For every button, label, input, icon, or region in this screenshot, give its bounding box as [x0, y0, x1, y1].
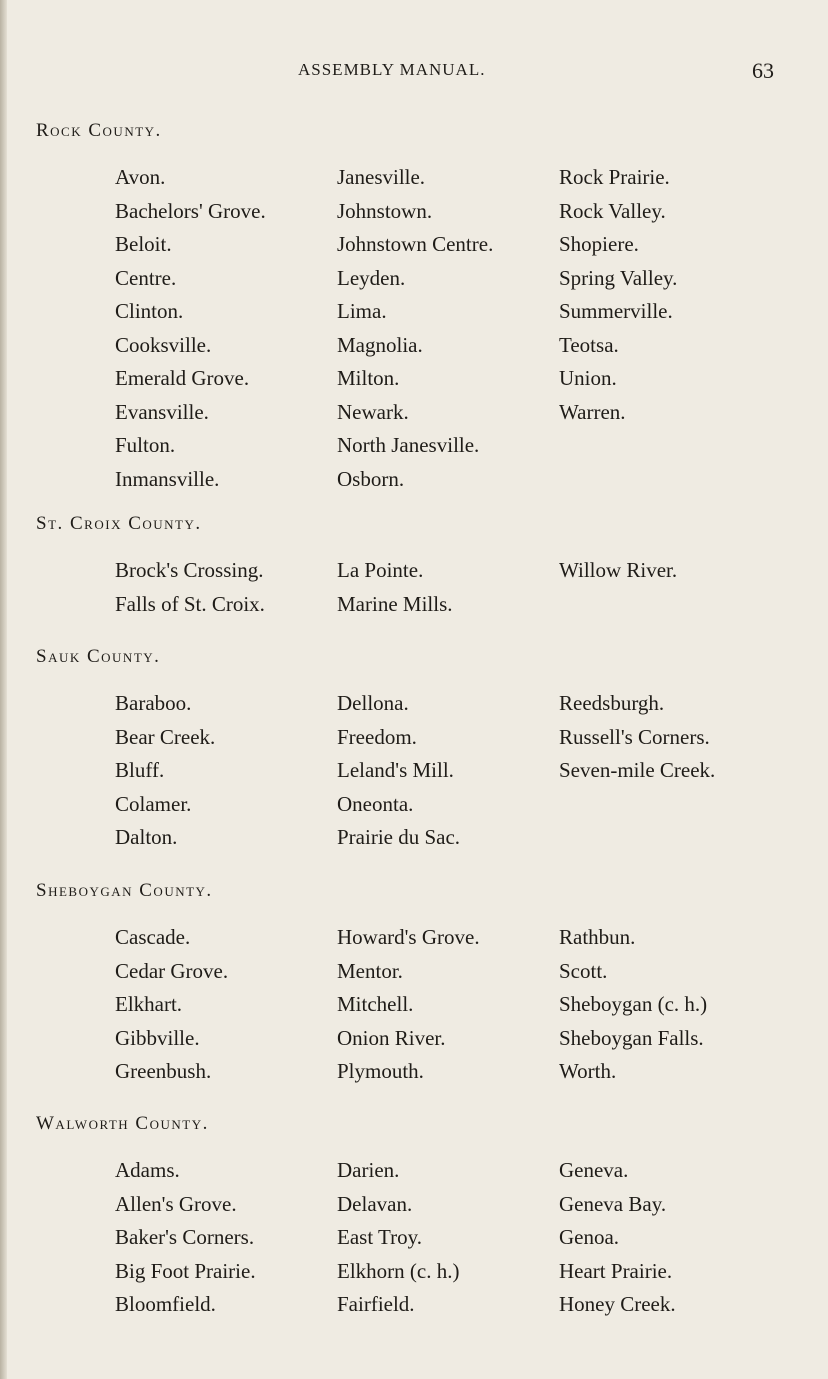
place-name: Summerville.	[559, 299, 673, 323]
place-rows	[36, 921, 816, 1089]
county-section-st-croix	[36, 509, 816, 621]
place-name: Howard's Grove.	[337, 925, 480, 949]
place-row	[36, 1022, 816, 1056]
place-row	[36, 1288, 816, 1322]
county-section-walworth	[36, 1109, 816, 1322]
place-name: Russell's Corners.	[559, 724, 710, 749]
place-name: Mentor.	[337, 958, 403, 983]
place-row	[36, 396, 816, 430]
place-name: Centre.	[115, 265, 177, 290]
place-row	[36, 788, 816, 822]
place-name: Osborn.	[337, 466, 405, 491]
place-name: Milton.	[337, 366, 400, 390]
place-name: Seven-mile Creek.	[559, 758, 716, 782]
place-name: Reedsburgh.	[559, 691, 665, 715]
place-name: Scott.	[559, 958, 608, 983]
place-name: Oneonta.	[337, 791, 414, 816]
place-name: Onion River.	[337, 1025, 446, 1050]
place-name: Warren.	[559, 399, 626, 424]
place-row	[36, 295, 816, 329]
place-row	[36, 687, 816, 721]
book-spine-edge	[0, 0, 7, 1379]
place-name: Honey Creek.	[559, 1292, 676, 1316]
place-name: Emerald Grove.	[115, 366, 250, 390]
place-row	[36, 955, 816, 989]
place-name: Leyden.	[337, 265, 406, 290]
county-heading: Sauk County.	[36, 646, 161, 667]
place-name: Johnstown Centre.	[337, 232, 494, 256]
place-name: Newark.	[337, 399, 409, 424]
place-name: Bluff.	[115, 758, 165, 782]
place-name: Dalton.	[115, 825, 178, 849]
page-header	[0, 58, 828, 86]
place-name: Prairie du Sac.	[337, 825, 461, 849]
place-name: Beloit.	[115, 232, 172, 256]
place-name: Fairfield.	[337, 1292, 415, 1316]
county-section-sheboygan	[36, 876, 816, 1089]
place-name: Avon.	[115, 165, 166, 189]
place-name: Freedom.	[337, 724, 417, 749]
place-row	[36, 721, 816, 755]
place-name: Bloomfield.	[115, 1292, 216, 1316]
place-name: Leland's Mill.	[337, 758, 454, 782]
place-rows	[36, 687, 816, 855]
place-row	[36, 262, 816, 296]
place-name: Elkhart.	[115, 992, 183, 1016]
place-row	[36, 921, 816, 955]
place-row	[36, 588, 816, 622]
place-name: Union.	[559, 366, 617, 390]
place-name: Bear Creek.	[115, 724, 216, 749]
place-rows	[36, 161, 816, 496]
place-name: Lima.	[337, 299, 387, 323]
place-row	[36, 362, 816, 396]
place-name: East Troy.	[337, 1225, 422, 1249]
place-row	[36, 1188, 816, 1222]
place-name: Sheboygan Falls.	[559, 1025, 704, 1050]
place-name: Rathbun.	[559, 925, 636, 949]
place-row	[36, 1055, 816, 1089]
place-name: Allen's Grove.	[115, 1191, 237, 1216]
place-name: Gibbville.	[115, 1025, 200, 1050]
place-row	[36, 463, 816, 497]
place-name: Elkhorn (c. h.)	[337, 1258, 460, 1283]
place-name: Shopiere.	[559, 232, 639, 256]
place-name: Cedar Grove.	[115, 958, 229, 983]
place-row	[36, 754, 816, 788]
place-name: Genoa.	[559, 1225, 620, 1249]
county-heading: Sheboygan County.	[36, 880, 213, 901]
place-name: Inmansville.	[115, 466, 220, 491]
place-name: Geneva Bay.	[559, 1191, 667, 1216]
place-row	[36, 1154, 816, 1188]
place-name: Falls of St. Croix.	[115, 591, 265, 616]
place-name: Sheboygan (c. h.)	[559, 992, 708, 1016]
place-name: Johnstown.	[337, 198, 433, 223]
place-name: Spring Valley.	[559, 265, 678, 290]
place-row	[36, 195, 816, 229]
page-number: 63	[752, 58, 774, 83]
running-title: ASSEMBLY MANUAL.	[298, 60, 486, 79]
county-section-rock	[36, 116, 816, 496]
place-name: La Pointe.	[337, 558, 424, 582]
place-name: Plymouth.	[337, 1059, 424, 1083]
place-row	[36, 429, 816, 463]
place-name: Mitchell.	[337, 992, 414, 1016]
county-heading: St. Croix County.	[36, 513, 202, 534]
place-name: Teotsa.	[559, 332, 619, 357]
place-name: Fulton.	[115, 433, 176, 457]
place-name: Rock Prairie.	[559, 165, 670, 189]
place-name: Colamer.	[115, 791, 192, 816]
place-name: Rock Valley.	[559, 198, 666, 223]
place-name: Clinton.	[115, 299, 184, 323]
place-row	[36, 329, 816, 363]
place-row	[36, 1221, 816, 1255]
place-name: Big Foot Prairie.	[115, 1258, 256, 1283]
place-row	[36, 821, 816, 855]
place-row	[36, 988, 816, 1022]
place-name: North Janesville.	[337, 433, 480, 457]
place-row	[36, 228, 816, 262]
county-section-sauk	[36, 642, 816, 855]
place-name: Baraboo.	[115, 691, 192, 715]
place-name: Cooksville.	[115, 332, 212, 357]
place-row	[36, 1255, 816, 1289]
place-name: Heart Prairie.	[559, 1258, 673, 1283]
place-name: Evansville.	[115, 399, 209, 424]
place-name: Willow River.	[559, 558, 678, 582]
place-row	[36, 161, 816, 195]
place-name: Greenbush.	[115, 1059, 212, 1083]
place-rows	[36, 1154, 816, 1322]
place-name: Adams.	[115, 1158, 180, 1182]
place-name: Baker's Corners.	[115, 1225, 255, 1249]
place-name: Brock's Crossing.	[115, 558, 264, 582]
place-name: Geneva.	[559, 1158, 629, 1182]
place-name: Marine Mills.	[337, 591, 453, 616]
place-name: Darien.	[337, 1158, 400, 1182]
place-name: Magnolia.	[337, 332, 423, 357]
place-name: Delavan.	[337, 1191, 413, 1216]
place-rows	[36, 554, 816, 621]
place-row	[36, 554, 816, 588]
place-name: Dellona.	[337, 691, 409, 715]
place-name: Bachelors' Grove.	[115, 198, 266, 223]
place-name: Janesville.	[337, 165, 426, 189]
county-heading: Rock County.	[36, 120, 162, 141]
place-name: Worth.	[559, 1059, 617, 1083]
place-name: Cascade.	[115, 925, 191, 949]
county-heading: Walworth County.	[36, 1113, 209, 1134]
